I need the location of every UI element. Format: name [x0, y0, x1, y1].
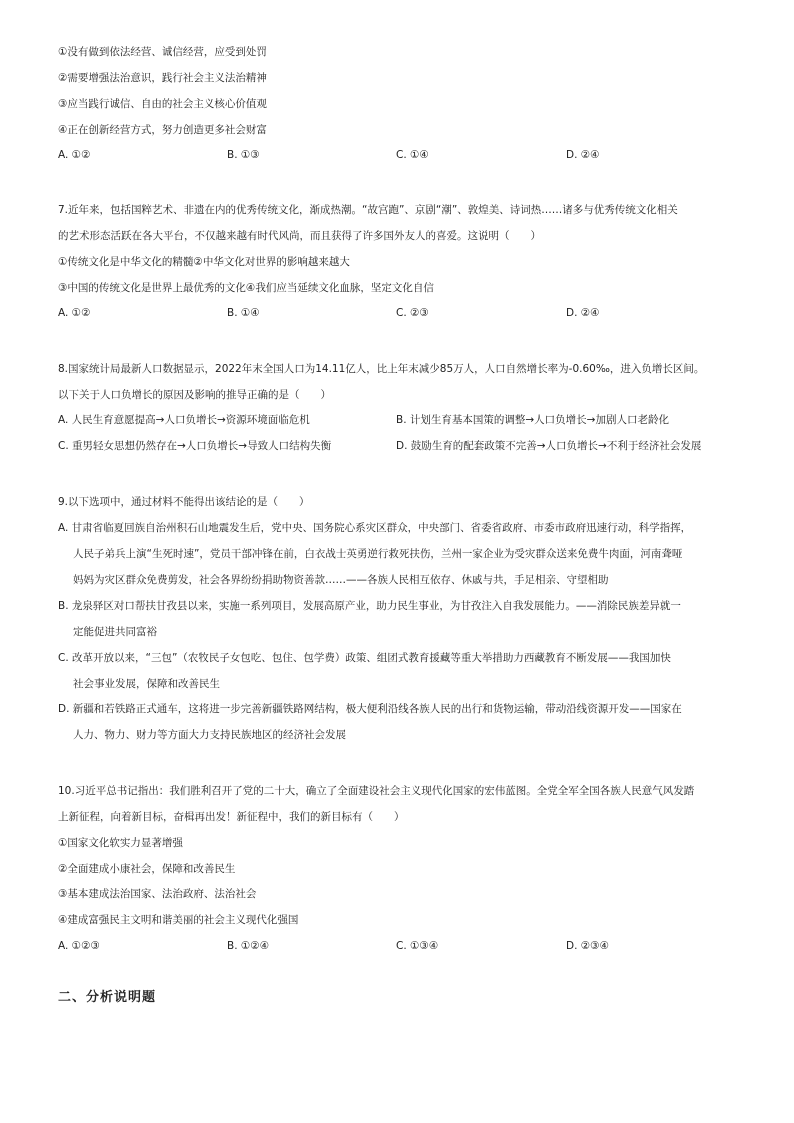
- q7-stem-line-1: 7.近年来，包括国粹艺术、非遗在内的优秀传统文化，渐成热潮。“故宫跑”、京剧“潮”、敦煌美、诗词热……诸多与优秀传统文化相关: [58, 204, 678, 216]
- q6-item-4: ④正在创新经营方式，努力创造更多社会财富: [58, 124, 267, 136]
- q8-stem-line-2: 以下关于人口负增长的原因及影响的推导正确的是（ ）: [58, 389, 331, 401]
- q8-stem-line-1: 8.国家统计局最新人口数据显示，2022年末全国人口为14.11亿人，比上年末减少85万人，人口自然增长率为-0.60‰，进入负增长区间。: [58, 363, 705, 375]
- q9-option-c-line-1: C. 改革开放以来，“三包”（农牧民子女包吃、包住、包学费）政策、组团式教育援藏等重大举措助力西藏教育不断发展——我国加快: [58, 652, 671, 664]
- q6-item-2: ②需要增强法治意识，践行社会主义法治精神: [58, 72, 267, 84]
- section-title: 二、分析说明题: [58, 990, 157, 1005]
- q9-option-a-line-1: A. 甘肃省临夏回族自治州积石山地震发生后，党中央、国务院心系灾区群众，中央部门、省委省政府、市委市政府迅速行动，科学指挥，: [58, 522, 692, 534]
- q9-stem: 9.以下选项中，通过材料不能得出该结论的是（ ）: [58, 496, 310, 508]
- q10-option-c: C. ①③④: [396, 940, 439, 952]
- q6-item-3: ③应当践行诚信、自由的社会主义核心价值观: [58, 98, 267, 110]
- q8-option-a: A. 人民生育意愿提高→人口负增长→资源环境面临危机: [58, 414, 310, 426]
- q6-option-b: B. ①③: [227, 149, 260, 161]
- q10-stem-line-1: 10.习近平总书记指出：我们胜利召开了党的二十大，确立了全面建设社会主义现代化国家的宏伟蓝图。全党全军全国各族人民意气风发踏: [58, 785, 695, 797]
- q7-stem-line-2: 的艺术形态活跃在各大平台，不仅越来越有时代风尚，而且获得了许多国外友人的喜爱。这说明（ ）: [58, 230, 541, 242]
- q9-option-d-line-1: D. 新疆和若铁路正式通车，这将进一步完善新疆铁路网结构，极大便利沿线各族人民的出行和货物运输，带动沿线资源开发——国家在: [58, 703, 682, 715]
- q7-option-c: C. ②③: [396, 307, 429, 319]
- q9-option-a-line-2: 人民子弟兵上演“生死时速”，党员干部冲锋在前，白衣战士英勇逆行救死扶伤，兰州一家企业为受灾群众送来免费牛肉面，河南聋哑: [73, 548, 683, 560]
- q7-option-d: D. ②④: [566, 307, 600, 319]
- q10-item-3: ③基本建成法治国家、法治政府、法治社会: [58, 888, 257, 900]
- q7-item-1: ①传统文化是中华文化的精髓②中华文化对世界的影响越来越大: [58, 256, 350, 268]
- q10-item-1: ①国家文化软实力显著增强: [58, 837, 183, 849]
- q8-option-d: D. 鼓励生育的配套政策不完善→人口负增长→不利于经济社会发展: [396, 440, 702, 452]
- q8-option-c: C. 重男轻女思想仍然存在→人口负增长→导致人口结构失衡: [58, 440, 332, 452]
- q10-stem-line-2: 上新征程，向着新目标，奋楫再出发！新征程中，我们的新目标有（ ）: [58, 811, 405, 823]
- q10-item-2: ②全面建成小康社会，保障和改善民生: [58, 863, 236, 875]
- q9-option-b-line-1: B. 龙泉驿区对口帮扶甘孜县以来，实施一系列项目，发展高原产业，助力民生事业，为甘孜注入自我发展能力。——消除民族差异就一: [58, 600, 681, 612]
- q7-item-2: ③中国的传统文化是世界上最优秀的文化④我们应当延续文化血脉，坚定文化自信: [58, 282, 434, 294]
- q10-option-d: D. ②③④: [566, 940, 609, 952]
- q7-option-a: A. ①②: [58, 307, 91, 319]
- q6-item-1: ①没有做到依法经营、诚信经营，应受到处罚: [58, 46, 267, 58]
- q8-option-b: B. 计划生育基本国策的调整→人口负增长→加剧人口老龄化: [396, 414, 669, 426]
- q10-item-4: ④建成富强民主文明和谐美丽的社会主义现代化强国: [58, 914, 299, 926]
- q10-option-a: A. ①②③: [58, 940, 100, 952]
- q9-option-a-line-3: 妈妈为灾区群众免费剪发，社会各界纷纷捐助物资善款……——各族人民相互依存、休戚与共，手足相亲、守望相助: [73, 574, 609, 586]
- q6-option-d: D. ②④: [566, 149, 600, 161]
- q9-option-c-line-2: 社会事业发展，保障和改善民生: [73, 678, 220, 690]
- q6-option-a: A. ①②: [58, 149, 91, 161]
- q10-option-b: B. ①②④: [227, 940, 270, 952]
- q7-option-b: B. ①④: [227, 307, 260, 319]
- q9-option-d-line-2: 人力、物力、财力等方面大力支持民族地区的经济社会发展: [73, 729, 346, 741]
- q6-option-c: C. ①④: [396, 149, 429, 161]
- q9-option-b-line-2: 定能促进共同富裕: [73, 626, 157, 638]
